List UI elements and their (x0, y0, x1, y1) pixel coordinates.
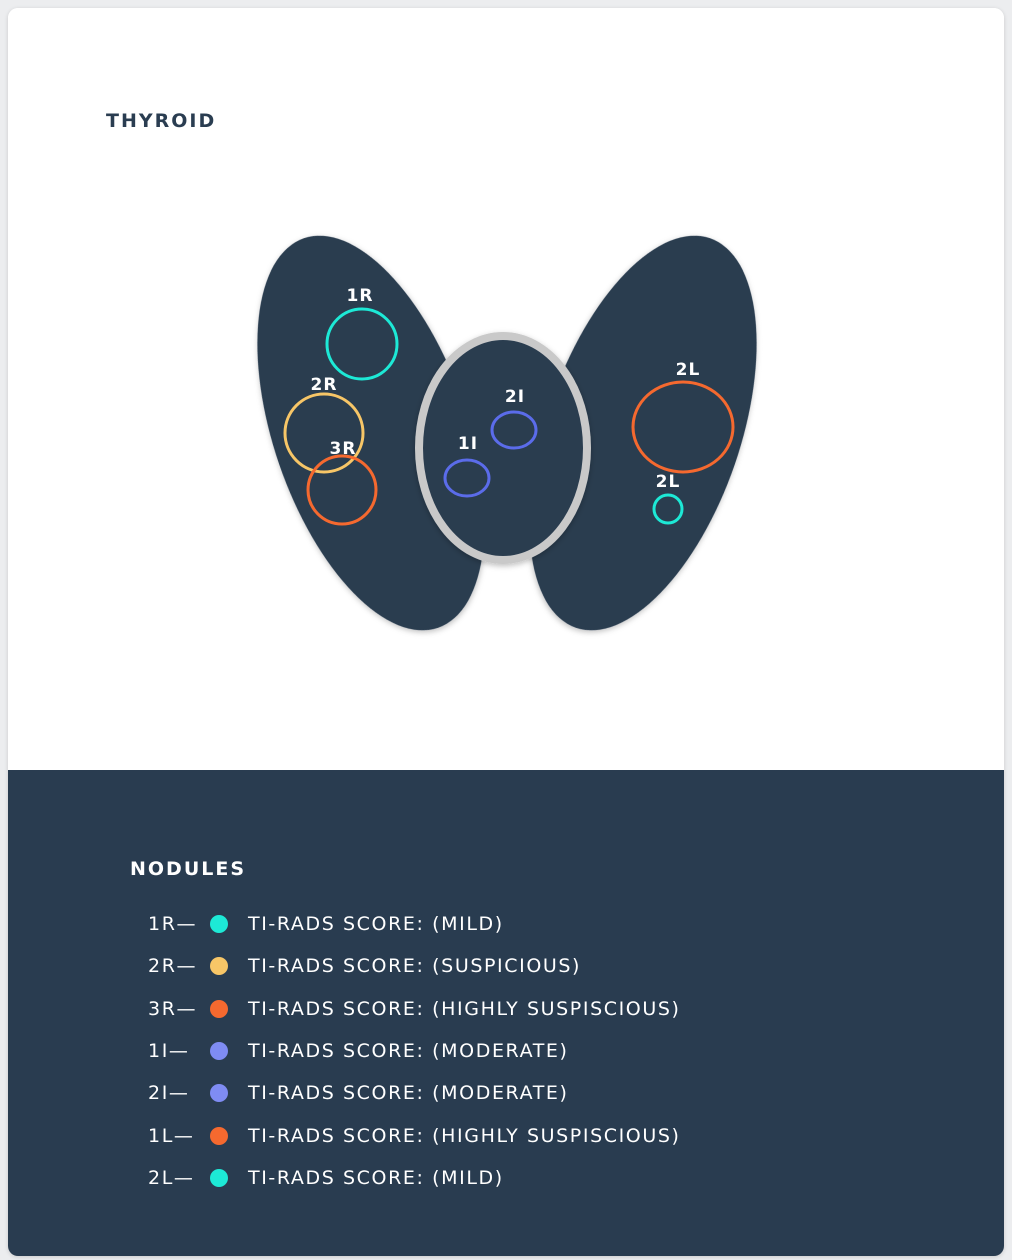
legend-id: 1I— (148, 1040, 190, 1063)
nodule-label-1r: 1R (346, 286, 374, 306)
color-dot-icon (210, 1000, 228, 1018)
legend-id: 2R— (148, 955, 198, 978)
nodule-label-3r: 3R (329, 439, 357, 459)
legend-id: 2I— (148, 1082, 190, 1105)
color-dot-icon (210, 915, 228, 933)
legend-id: 1R— (148, 913, 198, 936)
nodule-label-1i: 1I (457, 434, 479, 454)
legend-score-label: TI-RADS SCORE: (MODERATE) (248, 1040, 569, 1063)
legend-score-label: TI-RADS SCORE: (SUSPICIOUS) (248, 955, 582, 978)
thyroid-card (8, 8, 1004, 1256)
legend-item-2r (148, 945, 681, 987)
legend-id: 3R— (148, 997, 198, 1020)
organ-title: THYROID (106, 110, 217, 132)
color-dot-icon (210, 1169, 228, 1187)
thyroid-diagram (8, 8, 1004, 770)
legend-score-label: TI-RADS SCORE: (MODERATE) (248, 1082, 569, 1105)
color-dot-icon (210, 1084, 228, 1102)
nodules-title: NODULES (130, 858, 247, 880)
legend-id: 1L— (148, 1124, 195, 1147)
legend-score-label: TI-RADS SCORE: (HIGHLY SUSPISCIOUS) (248, 997, 681, 1020)
color-dot-icon (210, 1127, 228, 1145)
color-dot-icon (210, 957, 228, 975)
nodules-legend-panel (8, 770, 1004, 1256)
legend-item-2i (148, 1072, 681, 1114)
nodule-label-2i: 2I (504, 387, 526, 407)
legend-score-label: TI-RADS SCORE: (MILD) (248, 913, 504, 936)
color-dot-icon (210, 1042, 228, 1060)
legend-item-1i (148, 1030, 681, 1072)
diagram-panel (8, 8, 1004, 770)
legend-item-3r (148, 988, 681, 1030)
legend-item-2l (148, 1157, 681, 1199)
nodules-legend (148, 903, 681, 1199)
legend-score-label: TI-RADS SCORE: (HIGHLY SUSPISCIOUS) (248, 1124, 681, 1147)
nodule-label-2l-small: 2L (655, 472, 681, 492)
legend-id: 2L— (148, 1166, 195, 1189)
nodule-label-2l-large: 2L (675, 360, 701, 380)
legend-item-1l (148, 1114, 681, 1156)
nodule-label-2r: 2R (310, 375, 338, 395)
legend-score-label: TI-RADS SCORE: (MILD) (248, 1166, 504, 1189)
legend-item-1r (148, 903, 681, 945)
isthmus (419, 336, 587, 560)
